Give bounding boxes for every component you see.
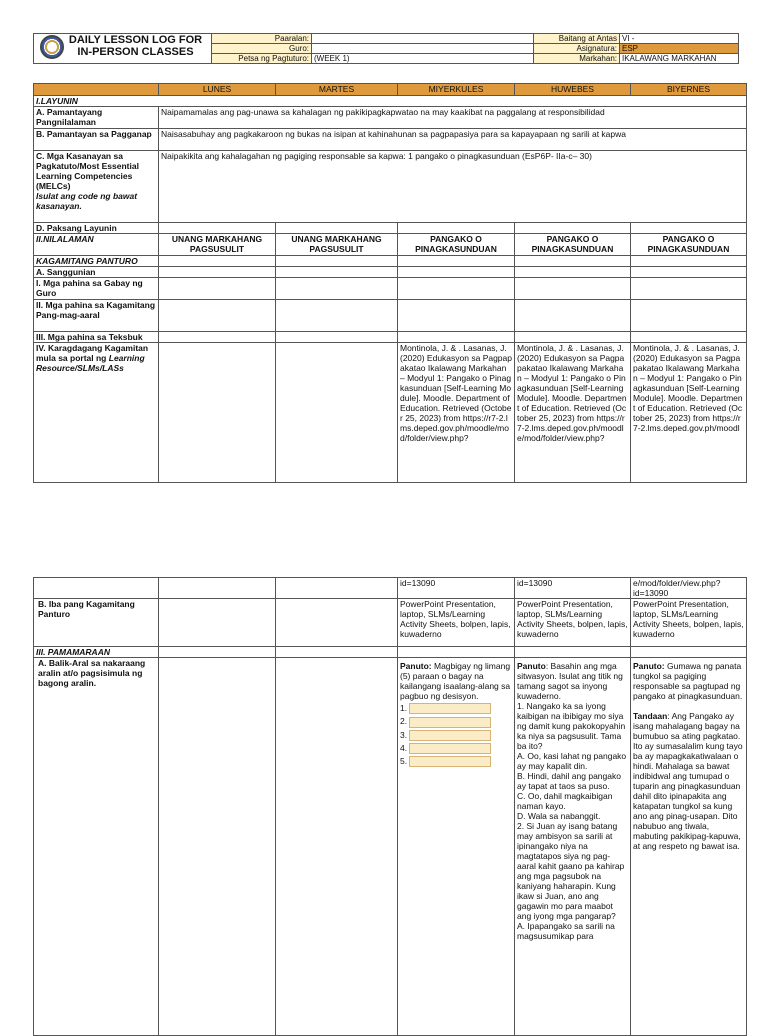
reference-thursday-cont: id=13090 <box>515 578 631 599</box>
day-header-row <box>34 84 747 96</box>
kasanayan-label: C. Mga Kasanayan sa Pagkatuto/Most Essential Learning Competencies (MELCs) <box>36 151 139 191</box>
guro-field[interactable] <box>312 44 534 54</box>
day-header: BIYERNES <box>631 84 747 96</box>
reference-wednesday-cont: id=13090 <box>398 578 515 599</box>
asignatura-label: Asignatura: <box>534 44 620 54</box>
tandaan-text: : Ang Pangako ay isang mahalagang bagay na bumubuo sa ating pagkatao. Ito ay sumasalalim kung tayo ba ay mapagkakatiwalaan o hindi. Mahalaga sa bawat indibidwal ang tumupad o tuparin ang pinagkasunduan dahil dito ipinapakita ang katapatan tungkol sa kung ano ang pinag-usapan. Dito nabubuo ang tiwala, mabuting pakikipag-kapuwa, at ang respeto ng bawat isa. <box>633 711 743 851</box>
materials-wednesday: PowerPoint Presentation, laptop, SLMs/Learning Activity Sheets, bolpen, lapis, kuwaderno <box>398 599 515 647</box>
markahan-label: Markahan: <box>534 54 620 64</box>
balik-aral-friday <box>631 658 747 1036</box>
answer-line-2: 2. <box>400 716 512 727</box>
pamantayan-sa-pagganap-text: Naisasabuhay ang pagkakaroon ng bukas na isipan at kahinahunan sa pagpapasiya para sa kapayapaan ng sarili at kapwa <box>159 129 747 151</box>
answer-field[interactable] <box>409 756 491 767</box>
corner-cell <box>34 84 159 96</box>
answer-field[interactable] <box>409 717 491 728</box>
reference-thursday: Montinola, J. & . Lasanas, J. (2020) Edukasyon sa Pagpapakatao Ikalawang Markahan – Modyul 1: Pangako o Pinagkasunduan [Self-Learning Module]. Moodle. Department of Education. Retrieved (October 25, 2023) from https://r7-2.lms.deped.gov.ph/moodle/mod/folder/view.php? <box>515 343 631 483</box>
row-label-pamantayang-pangnilalaman: A. Pamantayang Pangnilalaman <box>34 107 159 129</box>
baitang-value: VI - <box>620 34 739 44</box>
row-label-kasanayan <box>34 151 159 223</box>
petsa-value: (WEEK 1) <box>312 54 534 64</box>
row-label-paksang-layunin: D. Paksang Layunin <box>34 223 159 234</box>
answer-line-3: 3. <box>400 730 512 741</box>
paaralan-field[interactable] <box>312 34 534 44</box>
markahan-value: IKALAWANG MARKAHAN <box>620 54 739 64</box>
row-label-teksbuk: III. Mga pahina sa Teksbuk <box>34 332 159 343</box>
baitang-label: Baitang at Antas <box>534 34 620 44</box>
reference-wednesday: Montinola, J. & . Lasanas, J. (2020) Edukasyon sa Pagpapakatao Ikalawang Markahan – Modyul 1: Pangako o Pinagkasunduan [Self-Learning Module]. Moodle. Department of Education. Retrieved (October 25, 2023) from https://r7-2.lms.deped.gov.ph/moodle/mod/folder/view.php? <box>398 343 515 483</box>
row-label-karagdagang-kagamitan <box>34 343 159 483</box>
wed-instruction <box>400 661 512 701</box>
section-heading-pamamaraan: III. PAMAMARAAN <box>34 647 159 658</box>
row-label-kagamitang-pang-mag-aaral: II. Mga pahina sa Kagamitang Pang-mag-aaral <box>34 300 159 332</box>
panuto-label: Panuto: <box>400 661 432 671</box>
header-table <box>33 33 739 64</box>
balik-aral-wednesday <box>398 658 515 1036</box>
materials-thursday: PowerPoint Presentation, laptop, SLMs/Learning Activity Sheets, bolpen, lapis, kuwaderno <box>515 599 631 647</box>
nilalaman-cell: PANGAKO O PINAGKASUNDUAN <box>631 234 747 256</box>
materials-friday: PowerPoint Presentation, laptop, SLMs/Learning Activity Sheets, bolpen, lapis, kuwaderno <box>631 599 747 647</box>
tandaan-label: Tandaan <box>633 711 668 721</box>
panuto-label: Panuto: <box>633 661 665 671</box>
karagdagang-kagamitan-label: IV. Karagdagang Kagamitan mula sa portal ng <box>36 343 149 363</box>
karagdagang-kagamitan-label-italic: Learning Resource/SLMs/LASs <box>36 353 145 373</box>
section-heading-nilalaman: II.NILALAMAN <box>34 234 159 256</box>
kasanayan-note: Isulat ang code ng bawat kasanayan. <box>36 191 138 211</box>
fri-tandaan <box>633 711 744 851</box>
answer-field[interactable] <box>409 730 491 741</box>
nilalaman-cell: PANGAKO O PINAGKASUNDUAN <box>515 234 631 256</box>
panuto-text: Magbigay ng limang (5) paraan o bagay na kailangang isaalang-alang sa pagbuo ng desisyon. <box>400 661 511 701</box>
answer-line-4: 4. <box>400 743 512 754</box>
row-label-pamantayan-sa-pagganap: B. Pamantayan sa Pagganap <box>34 129 159 151</box>
lesson-log-table <box>33 83 747 483</box>
asignatura-value: ESP <box>620 44 739 54</box>
row-label-sanggunian: A. Sanggunian <box>34 267 159 278</box>
section-heading-layunin: I.LAYUNIN <box>34 96 747 107</box>
panuto-label: Panuto <box>517 661 546 671</box>
answer-field[interactable] <box>409 743 491 754</box>
section-heading-kagamitan: KAGAMITANG PANTURO <box>34 256 159 267</box>
reference-friday-cont: e/mod/folder/view.php?id=13090 <box>631 578 747 599</box>
document-title <box>34 34 212 64</box>
panuto-text: Gumawa ng panata tungkol sa pagiging responsable sa pagtupad ng pangako at pinagkasunduan. <box>633 661 743 701</box>
row-label-iba-pang-kagamitan: B. Iba pang Kagamitang Panturo <box>34 599 159 647</box>
row-label-balik-aral: A. Balik-Aral sa nakaraang aralin at/o pagsisimula ng bagong aralin. <box>34 658 159 1036</box>
day-header: LUNES <box>159 84 276 96</box>
petsa-label: Petsa ng Pagtuturo: <box>212 54 312 64</box>
answer-line-5: 5. <box>400 756 512 767</box>
row-label-gabay-ng-guro: I. Mga pahina sa Gabay ng Guro <box>34 278 159 300</box>
day-header: HUWEBES <box>515 84 631 96</box>
nilalaman-cell: UNANG MARKAHANG PAGSUSULIT <box>159 234 276 256</box>
pamantayang-pangnilalaman-text: Naipamamalas ang pag-unawa sa kahalagan ng pakikipagkapwatao na may kaakibat na paggalang at responsibilidad <box>159 107 747 129</box>
answer-field[interactable] <box>409 703 491 714</box>
answer-line-1: 1. <box>400 703 512 714</box>
paaralan-label: Paaralan: <box>212 34 312 44</box>
title-line-1: DAILY LESSON LOG FOR <box>68 34 203 46</box>
lesson-log-table-continued <box>33 577 747 1036</box>
reference-friday: Montinola, J. & . Lasanas, J. (2020) Edukasyon sa Pagpapakatao Ikalawang Markahan – Modyul 1: Pangako o Pinagkasunduan [Self-Learning Module]. Moodle. Department of Education. Retrieved (October 25, 2023) from https://r7-2.lms.deped.gov.ph/moodl <box>631 343 747 483</box>
fri-instruction <box>633 661 744 701</box>
nilalaman-cell: PANGAKO O PINAGKASUNDUAN <box>398 234 515 256</box>
title-line-2: IN-PERSON CLASSES <box>77 46 194 58</box>
day-header: MARTES <box>276 84 398 96</box>
day-header: MIYERKULES <box>398 84 515 96</box>
guro-label: Guro: <box>212 44 312 54</box>
nilalaman-cell: UNANG MARKAHANG PAGSUSULIT <box>276 234 398 256</box>
balik-aral-thursday <box>515 658 631 1036</box>
thursday-text: : Basahin ang mga sitwasyon. Isulat ang titik ng tamang sagot sa inyong kuwaderno. 1. Nangako ka sa iyong kaibigan na ibibigay mo siya ng damit kung pakokopyahin ka niya sa pagsusulit. Tama ba ito? A. Oo, kasi lahat ng pangako ay may kapalit din. B. Hindi, dahil ang pangako ay tapat at taos sa puso. C. Oo, dahil magkaibigan naman kayo. D. Wala sa nabanggit. 2. Si Juan ay isang batang may ambisyon sa sarili at ipinangako niya na magtatapos siya ng pag-aaral kahit gaano pa kahirap ang mga pagsubok na kaniyang haharapin. Kung ikaw si Juan, ano ang gagawin mo para maabot ang iyong mga pangarap? A. Ipapangako sa sarili na magsusumikap para <box>517 661 627 941</box>
kasanayan-text: Naipakikita ang kahalagahan ng pagiging responsable sa kapwa: 1 pangako o pinagkasunduan (EsP6P- IIa-c– 30) <box>159 151 747 223</box>
